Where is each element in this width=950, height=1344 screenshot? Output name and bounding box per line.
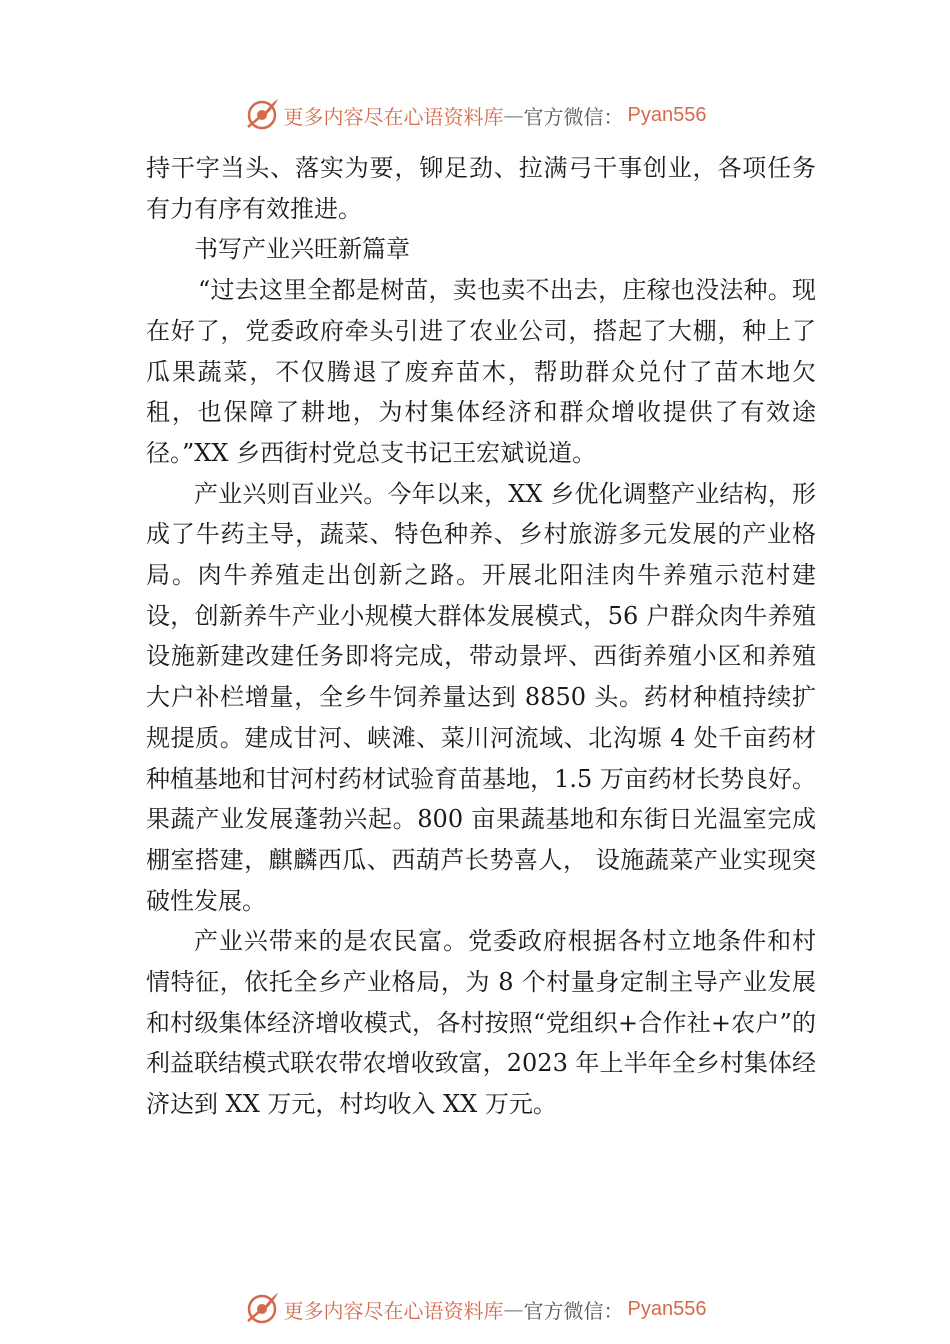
watermark-official-label: 官方微信： [523, 104, 624, 129]
paragraph-industry: 产业兴则百业兴。今年以来，XX 乡优化调整产业结构，形成了牛药主导，蔬菜、特色种养、乡村旅游多元发展的产业格局。肉牛养殖走出创新之路。开展北阳洼肉牛养殖示范村建设，创新养牛产业小规模大群体发展模式，56 户群众肉牛养殖设施新建改建任务即将完成，带动景坪、西街养殖小区和养殖大户补栏增量，全乡牛饲养量达到 8850 头。药材种植持续扩规提质。建成甘河、峡滩、菜川河流域、北沟塬 4 处千亩药材种植基地和甘河村药材试验育苗基地，1.5 万亩药材长势良好。果蔬产业发展蓬勃兴起。800 亩果蔬基地和东街日光温室完成棚室搭建，麒麟西瓜、西葫芦长势喜人， 设施蔬菜产业实现突破性发展。 [146, 479, 816, 915]
watermark-account: Pyan556 [627, 1297, 707, 1320]
quill-logo-icon [244, 1291, 280, 1327]
watermark-account: Pyan556 [627, 103, 707, 126]
footer-watermark [0, 1289, 950, 1329]
header-watermark [0, 95, 950, 135]
paragraph-intro-continued: 持干字当头、落实为要，铆足劲、拉满弓干事创业，各项任务有力有序有效推进。 [146, 154, 816, 223]
watermark-official-label: 官方微信： [523, 1298, 624, 1323]
watermark-separator: — [503, 103, 524, 127]
paragraph-quote: “过去这里全都是树苗，卖也卖不出去，庄稼也没法种。现在好了，党委政府牵头引进了农业公司，搭起了大棚，种上了瓜果蔬菜，不仅腾退了废弃苗木，帮助群众兑付了苗木地欠租，也保障了耕地，为村集体经济和群众增收提供了有效途径。”XX 乡西街村党总支书记王宏斌说道。 [146, 276, 816, 467]
watermark-separator: — [503, 1297, 524, 1321]
watermark-brand: 更多内容尽在心语资料库 [283, 104, 504, 129]
quill-logo-icon [244, 97, 280, 133]
watermark-brand: 更多内容尽在心语资料库 [283, 1298, 504, 1323]
article-body [146, 148, 816, 1125]
paragraph-income: 产业兴带来的是农民富。党委政府根据各村立地条件和村情特征，依托全乡产业格局，为 8 个村量身定制主导产业发展和村级集体经济增收模式，各村按照“党组织+合作社+农户”的利益联结模式联农带农增收致富，2023 年上半年全乡村集体经济达到 XX 万元，村均收入 XX 万元。 [146, 927, 816, 1119]
section-heading: 书写产业兴旺新篇章 [194, 235, 410, 264]
